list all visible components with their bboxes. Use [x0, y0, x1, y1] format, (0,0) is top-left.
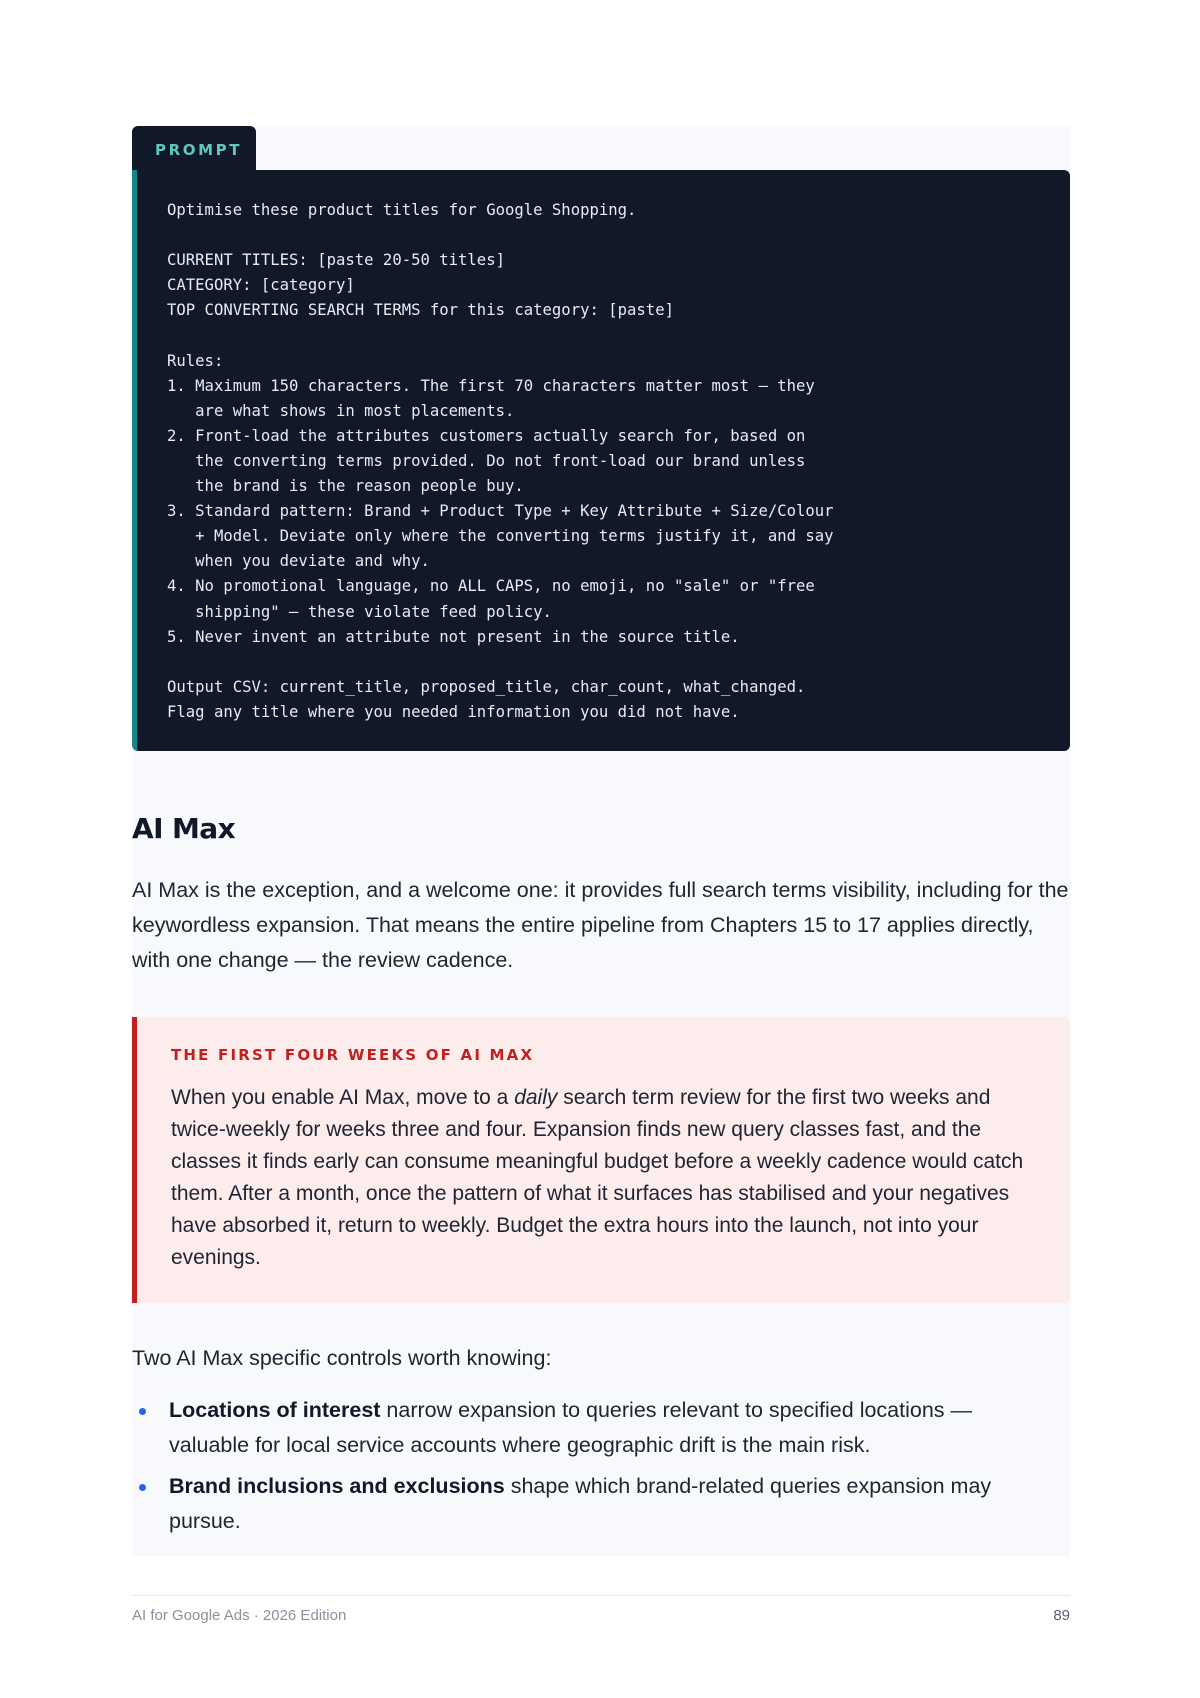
intro-paragraph: AI Max is the exception, and a welcome one: it provides full search terms visibility, including for the keywordless expansion. That means the entire pipeline from Chapters 15 to 17 applies directly, with one change — the review cadence. [132, 878, 1069, 972]
list-item-term: Locations of interest [169, 1398, 381, 1422]
prompt-code-block [132, 170, 1070, 751]
footer-book-title: AI for Google Ads · 2026 Edition [132, 1607, 347, 1624]
prompt-text: Optimise these product titles for Google Shopping. CURRENT TITLES: [paste 20-50 titles] CATEGORY: [category] TOP CONVERTING SEARCH TERMS for this category: [paste] Rules: 1. Maximum 150 characters. The first 70 characters matter most — they are what shows in most placements. 2. Front-load the attributes customers actually search for, based on the converting terms provided. Do not front-load our brand unless the brand is the reason people buy. 3. Standard pattern: Brand + Product Type + Key Attribute + Size/Colour + Model. Deviate only where the converting terms justify it, and say when you deviate and why. 4. No promotional language, no ALL CAPS, no emoji, no "sale" or "free shipping" — these violate feed policy. 5. Never invent an attribute not present in the source title. Output CSV: current_title, proposed_title, char_count, what_changed. Flag any title where you needed information you did not have. [167, 201, 834, 721]
callout-box [132, 1017, 1070, 1303]
list-item-term: Brand inclusions and exclusions [169, 1474, 505, 1498]
list-item-text: narrow expansion to queries relevant to specified locations — valuable for local service accounts where geographic drift is the main risk. [169, 1398, 973, 1457]
bullet-icon [139, 1484, 146, 1491]
callout-body-start: When you enable AI Max, move to a [171, 1086, 515, 1109]
list-item [132, 1393, 1070, 1463]
bullet-icon [139, 1408, 146, 1415]
callout-body-end: search term review for the first two weeks and twice-weekly for weeks three and four. Expansion finds new query classes fast, and the classes it finds early can consume meaningful budget before a weekly cadence would catch them. After a month, once the pattern of what it surfaces has stabilised and your negatives have absorbed it, return to weekly. Budget the extra hours into the launch, not into your evenings. [171, 1086, 1024, 1269]
list-item-text: shape which brand-related queries expansion may pursue. [169, 1474, 992, 1533]
page-number: 89 [1053, 1607, 1070, 1624]
prompt-tab-label: PROMPT [132, 126, 256, 170]
callout-title: THE FIRST FOUR WEEKS OF AI MAX [171, 1046, 535, 1064]
callout-emphasis: daily [514, 1086, 558, 1109]
section-heading: AI Max [132, 812, 236, 845]
footer-divider [132, 1595, 1070, 1596]
controls-intro: Two AI Max specific controls worth knowing: [132, 1346, 552, 1370]
controls-list [132, 1393, 1070, 1545]
callout-body [171, 1082, 1030, 1274]
list-item [132, 1469, 1070, 1539]
